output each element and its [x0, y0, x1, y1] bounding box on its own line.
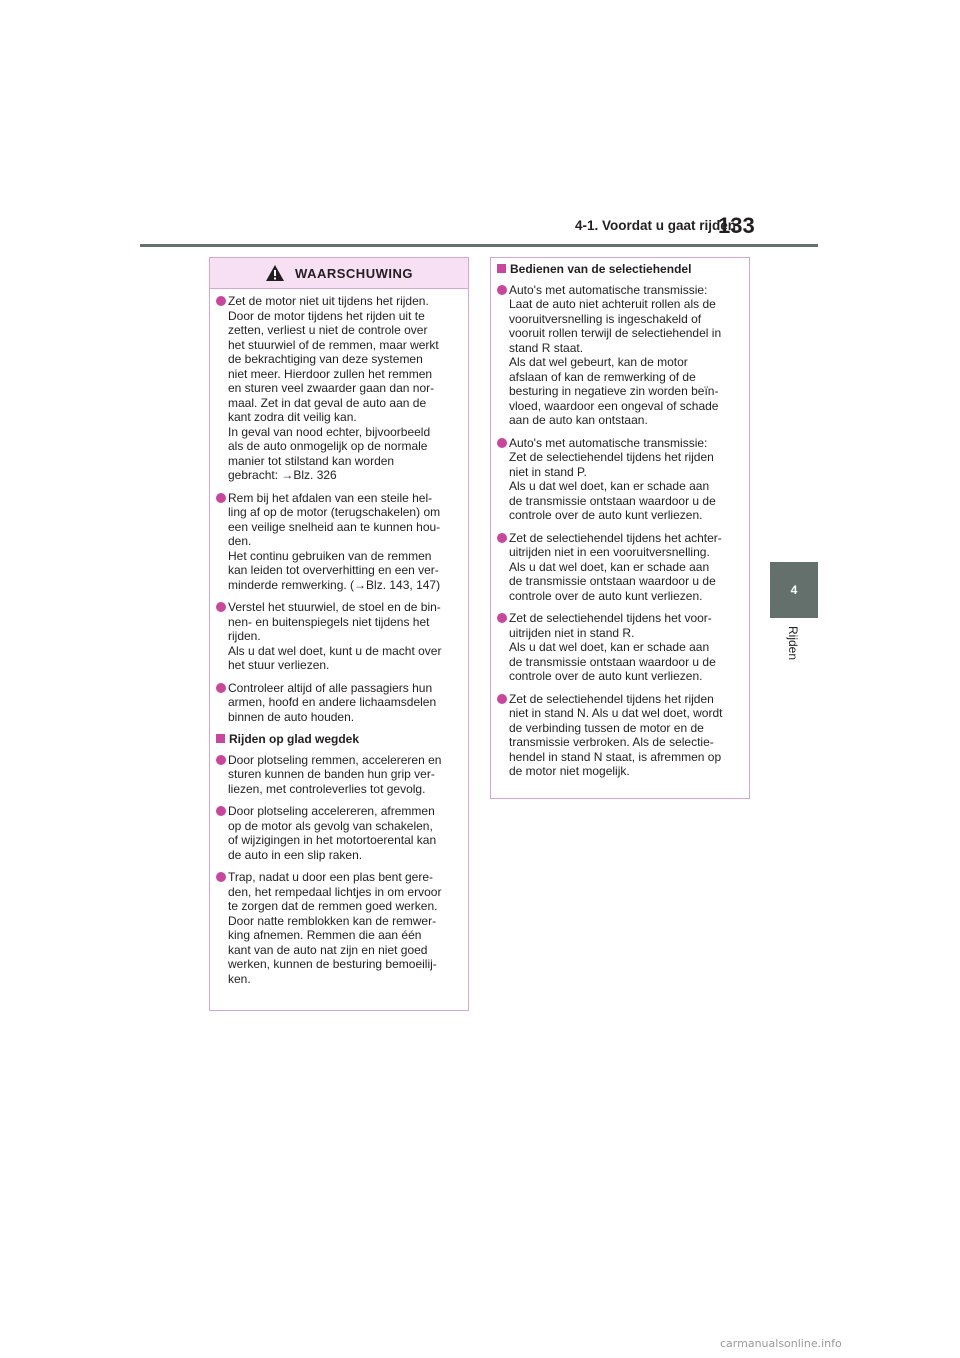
bullet-icon [497, 613, 507, 623]
item-text: Auto's met automatische transmissie: Laat de auto niet achteruit rollen als de vooruitversnelling is ingeschakeld of vooruit rollen terwijl de selectiehendel in stand R staat. Als dat wel gebeurt, kan de motor afslaan of kan de remwerking of de besturing in negatieve zin worden beïn- vloed, waardoor een ongeval of schade aan de auto kan ontstaan. [509, 282, 722, 427]
selector-content [491, 258, 749, 779]
item-text: Zet de motor niet uit tijdens het rijden. Door de motor tijdens het rijden uit te zetten, verliest u niet de controle over het stuurwiel of de remmen, maar werkt de bekrachtiging van deze systemen niet meer. Hierdoor zullen het remmen en sturen veel zwaarder gaan dan nor- maal. Zet in dat geval de auto aan de kant zodra dit veilig kan. In geval van nood echter, bijvoorbeeld als de auto onmogelijk op de normale manier tot stilstand kan worden gebracht: →Blz. 326 [228, 294, 439, 482]
item-text: Trap, nadat u door een plas bent gere- den, het rempedaal lichtjes in om ervoor te zorgen dat de remmen goed werken. Door natte remblokken kan de remwer- king afnemen. Remmen die aan één kant van de auto nat zijn en niet goed werken, kunnen de besturing bemoeilij- ken. [228, 870, 442, 986]
warning-content [210, 289, 468, 986]
list-item [216, 600, 462, 673]
chapter-label: Rijden [786, 626, 800, 661]
chapter-tab [770, 562, 818, 618]
list-item [497, 436, 743, 523]
list-item [216, 804, 462, 862]
bullet-icon [497, 285, 507, 295]
chapter-number: 4 [790, 583, 798, 597]
header-section-title: 4-1. Voordat u gaat rijden [575, 218, 737, 233]
list-item [497, 692, 743, 779]
item-text: Zet de selectiehendel tijdens het rijden niet in stand N. Als u dat wel doet, wordt de verbinding tussen de motor en de transmissie verbroken. Als de selectie- hendel in stand N staat, is afremmen op de motor niet mogelijk. [509, 691, 723, 778]
page-number: 133 [718, 213, 755, 238]
section-heading [497, 262, 743, 277]
bullet-icon [216, 602, 226, 612]
bullet-icon [216, 755, 226, 765]
list-item [216, 681, 462, 725]
section-heading [216, 732, 462, 747]
bullet-icon [216, 872, 226, 882]
bullet-icon [497, 694, 507, 704]
watermark: carmanualsonline.info [720, 1337, 842, 1350]
square-bullet-icon [216, 734, 225, 743]
warning-header [210, 258, 468, 289]
warning-box [209, 257, 469, 1011]
item-text: Controleer altijd of alle passagiers hun armen, hoofd en andere lichaamsdelen binnen de auto houden. [228, 680, 437, 724]
bullet-icon [216, 296, 226, 306]
item-text: Door plotseling remmen, accelereren en sturen kunnen de banden hun grip ver- liezen, met controleverlies tot gevolg. [228, 752, 442, 796]
item-text: Zet de selectiehendel tijdens het voor- uitrijden niet in stand R. Als u dat wel doet, kan er schade aan de transmissie ontstaan waardoor u de controle over de auto kunt verliezen. [509, 611, 716, 683]
list-item [497, 283, 743, 428]
item-text: Zet de selectiehendel tijdens het achter- uitrijden niet in een vooruitversnelling. Als u dat wel doet, kan er schade aan de transmissie ontstaan waardoor u de controle over de auto kunt verliezen. [509, 530, 722, 603]
heading-text: Rijden op glad wegdek [229, 732, 360, 746]
header-divider [140, 244, 818, 247]
bullet-icon [497, 438, 507, 448]
warning-triangle-icon [265, 264, 285, 282]
list-item [216, 753, 462, 797]
warning-title: WAARSCHUWING [295, 265, 413, 281]
list-item [497, 531, 743, 604]
list-item [216, 294, 462, 483]
item-text: Verstel het stuurwiel, de stoel en de bin- nen- en buitenspiegels niet tijdens het rijden. Als u dat wel doet, kunt u de macht over het stuur verliezen. [228, 600, 442, 672]
list-item [216, 491, 462, 593]
item-text: Rem bij het afdalen van een steile hel- ling af op de motor (terugschakelen) om een veilige snelheid aan te kunnen hou- den. Het continu gebruiken van de remmen kan leiden tot oververhitting en een ver- minderde remwerking. (→Blz. 143, 147) [228, 490, 441, 592]
item-text: Auto's met automatische transmissie: Zet de selectiehendel tijdens het rijden niet in stand P. Als u dat wel doet, kan er schade aan de transmissie ontstaan waardoor u de controle over de auto kunt verliezen. [509, 435, 716, 522]
bullet-icon [216, 806, 226, 816]
square-bullet-icon [497, 264, 506, 273]
list-item [497, 611, 743, 684]
heading-text: Bedienen van de selectiehendel [510, 262, 692, 276]
list-item [216, 870, 462, 986]
bullet-icon [216, 683, 226, 693]
selector-lever-box [490, 257, 750, 799]
bullet-icon [216, 493, 226, 503]
bullet-icon [497, 533, 507, 543]
item-text: Door plotseling accelereren, afremmen op de motor als gevolg van schakelen, of wijzigingen in het motortoerental kan de auto in een slip raken. [228, 804, 437, 862]
